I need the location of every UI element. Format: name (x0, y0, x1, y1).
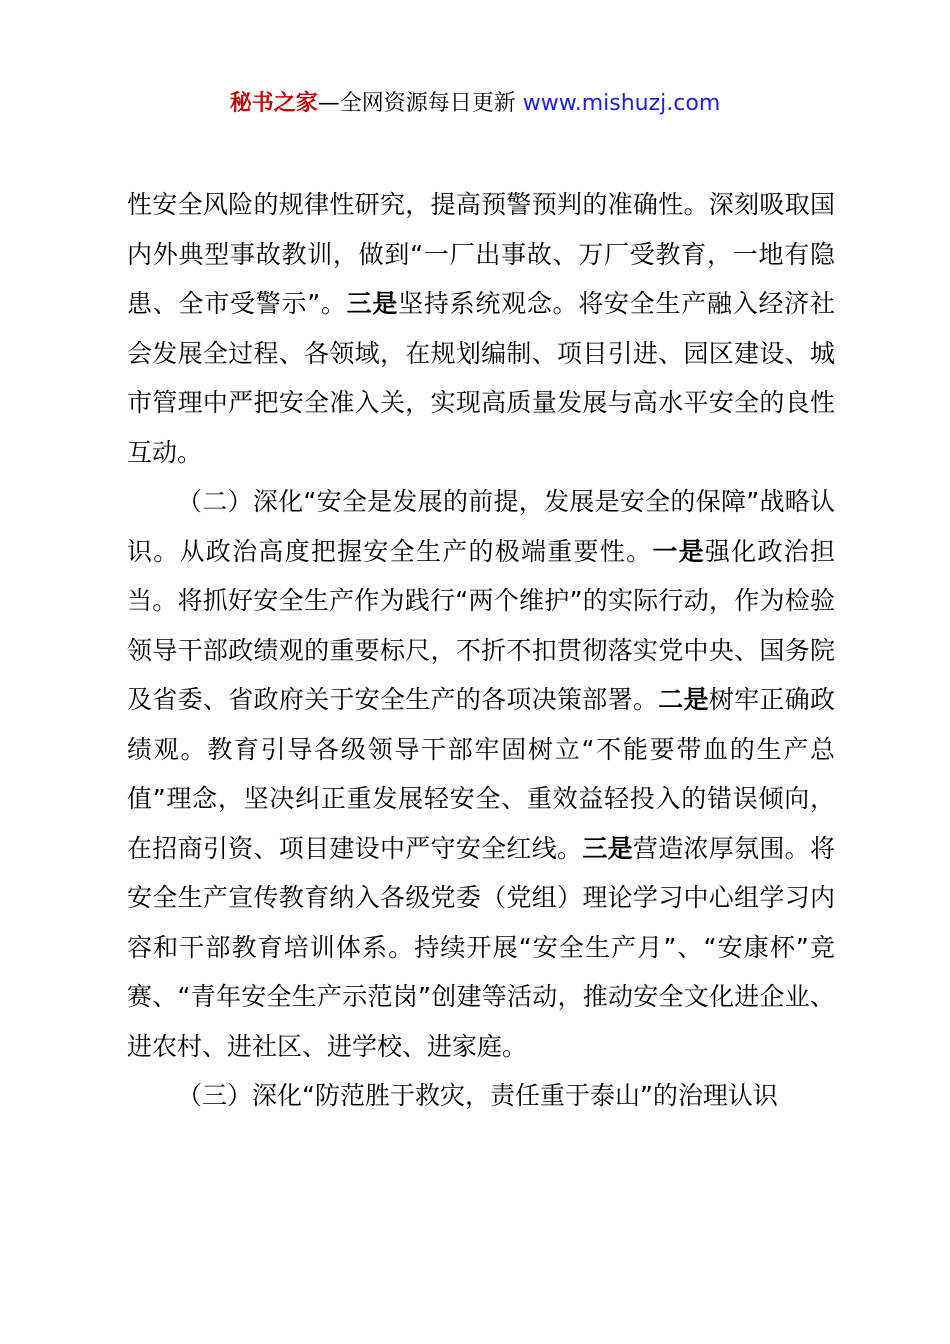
text-segment: （二）深化“安全是发展的前提，发展是安全的保障”战略认识。从政治高度把握安全生产的极端重要性。 (127, 487, 835, 566)
brand-name: 秘书之家 (229, 91, 318, 116)
text-segment: 树牢正确政绩观。教育引导各级领导干部牢固树立“不能要带血的生产总值”理念，坚决纠正重发展轻安全、重效益轻投入的错误倾向，在招商引资、项目建设中严守安全红线。 (127, 685, 835, 863)
header-tagline: —全网资源每日更新 (317, 91, 523, 116)
paragraph-2 (127, 477, 835, 1071)
bold-marker: 一是 (652, 536, 705, 566)
document-body (127, 180, 835, 1121)
bold-marker: 三是 (346, 289, 399, 318)
text-segment: 强化政治担当。将抓好安全生产作为践行“两个维护”的实际行动，作为检验领导干部政绩观的重要标尺，不折不扣贯彻落实党中央、国务院及省委、省政府关于安全生产的各项决策部署。 (127, 536, 835, 714)
bold-marker: 三是 (582, 833, 633, 863)
text-segment: 营造浓厚氛围。将安全生产宣传教育纳入各级党委（党组）理论学习中心组学习内容和干部教育培训体系。持续开展“安全生产月”、“安康杯”竞赛、“青年安全生产示范岗”创建等活动，推动安全文化进企业、进农村、进社区、进学校、进家庭。 (127, 833, 835, 1061)
bold-marker: 二是 (658, 685, 709, 714)
page-header (0, 88, 950, 120)
text-segment: （三）深化“防范胜于救灾，责任重于泰山”的治理认识 (177, 1081, 778, 1110)
text-segment: 坚持系统观念。将安全生产融入经济社会发展全过程、各领域，在规划编制、项目引进、园区建设、城市管理中严把安全准入关，实现高质量发展与高水平安全的良性互动。 (127, 289, 835, 467)
site-url-link[interactable]: www.mishuzj.com (522, 91, 721, 116)
paragraph-1 (127, 180, 835, 477)
paragraph-3 (127, 1071, 835, 1121)
text-segment: 性安全风险的规律性研究，提高预警预判的准确性。深刻吸取国内外典型事故教训，做到“一厂出事故、万厂受教育，一地有隐患、全市受警示”。 (127, 190, 835, 318)
